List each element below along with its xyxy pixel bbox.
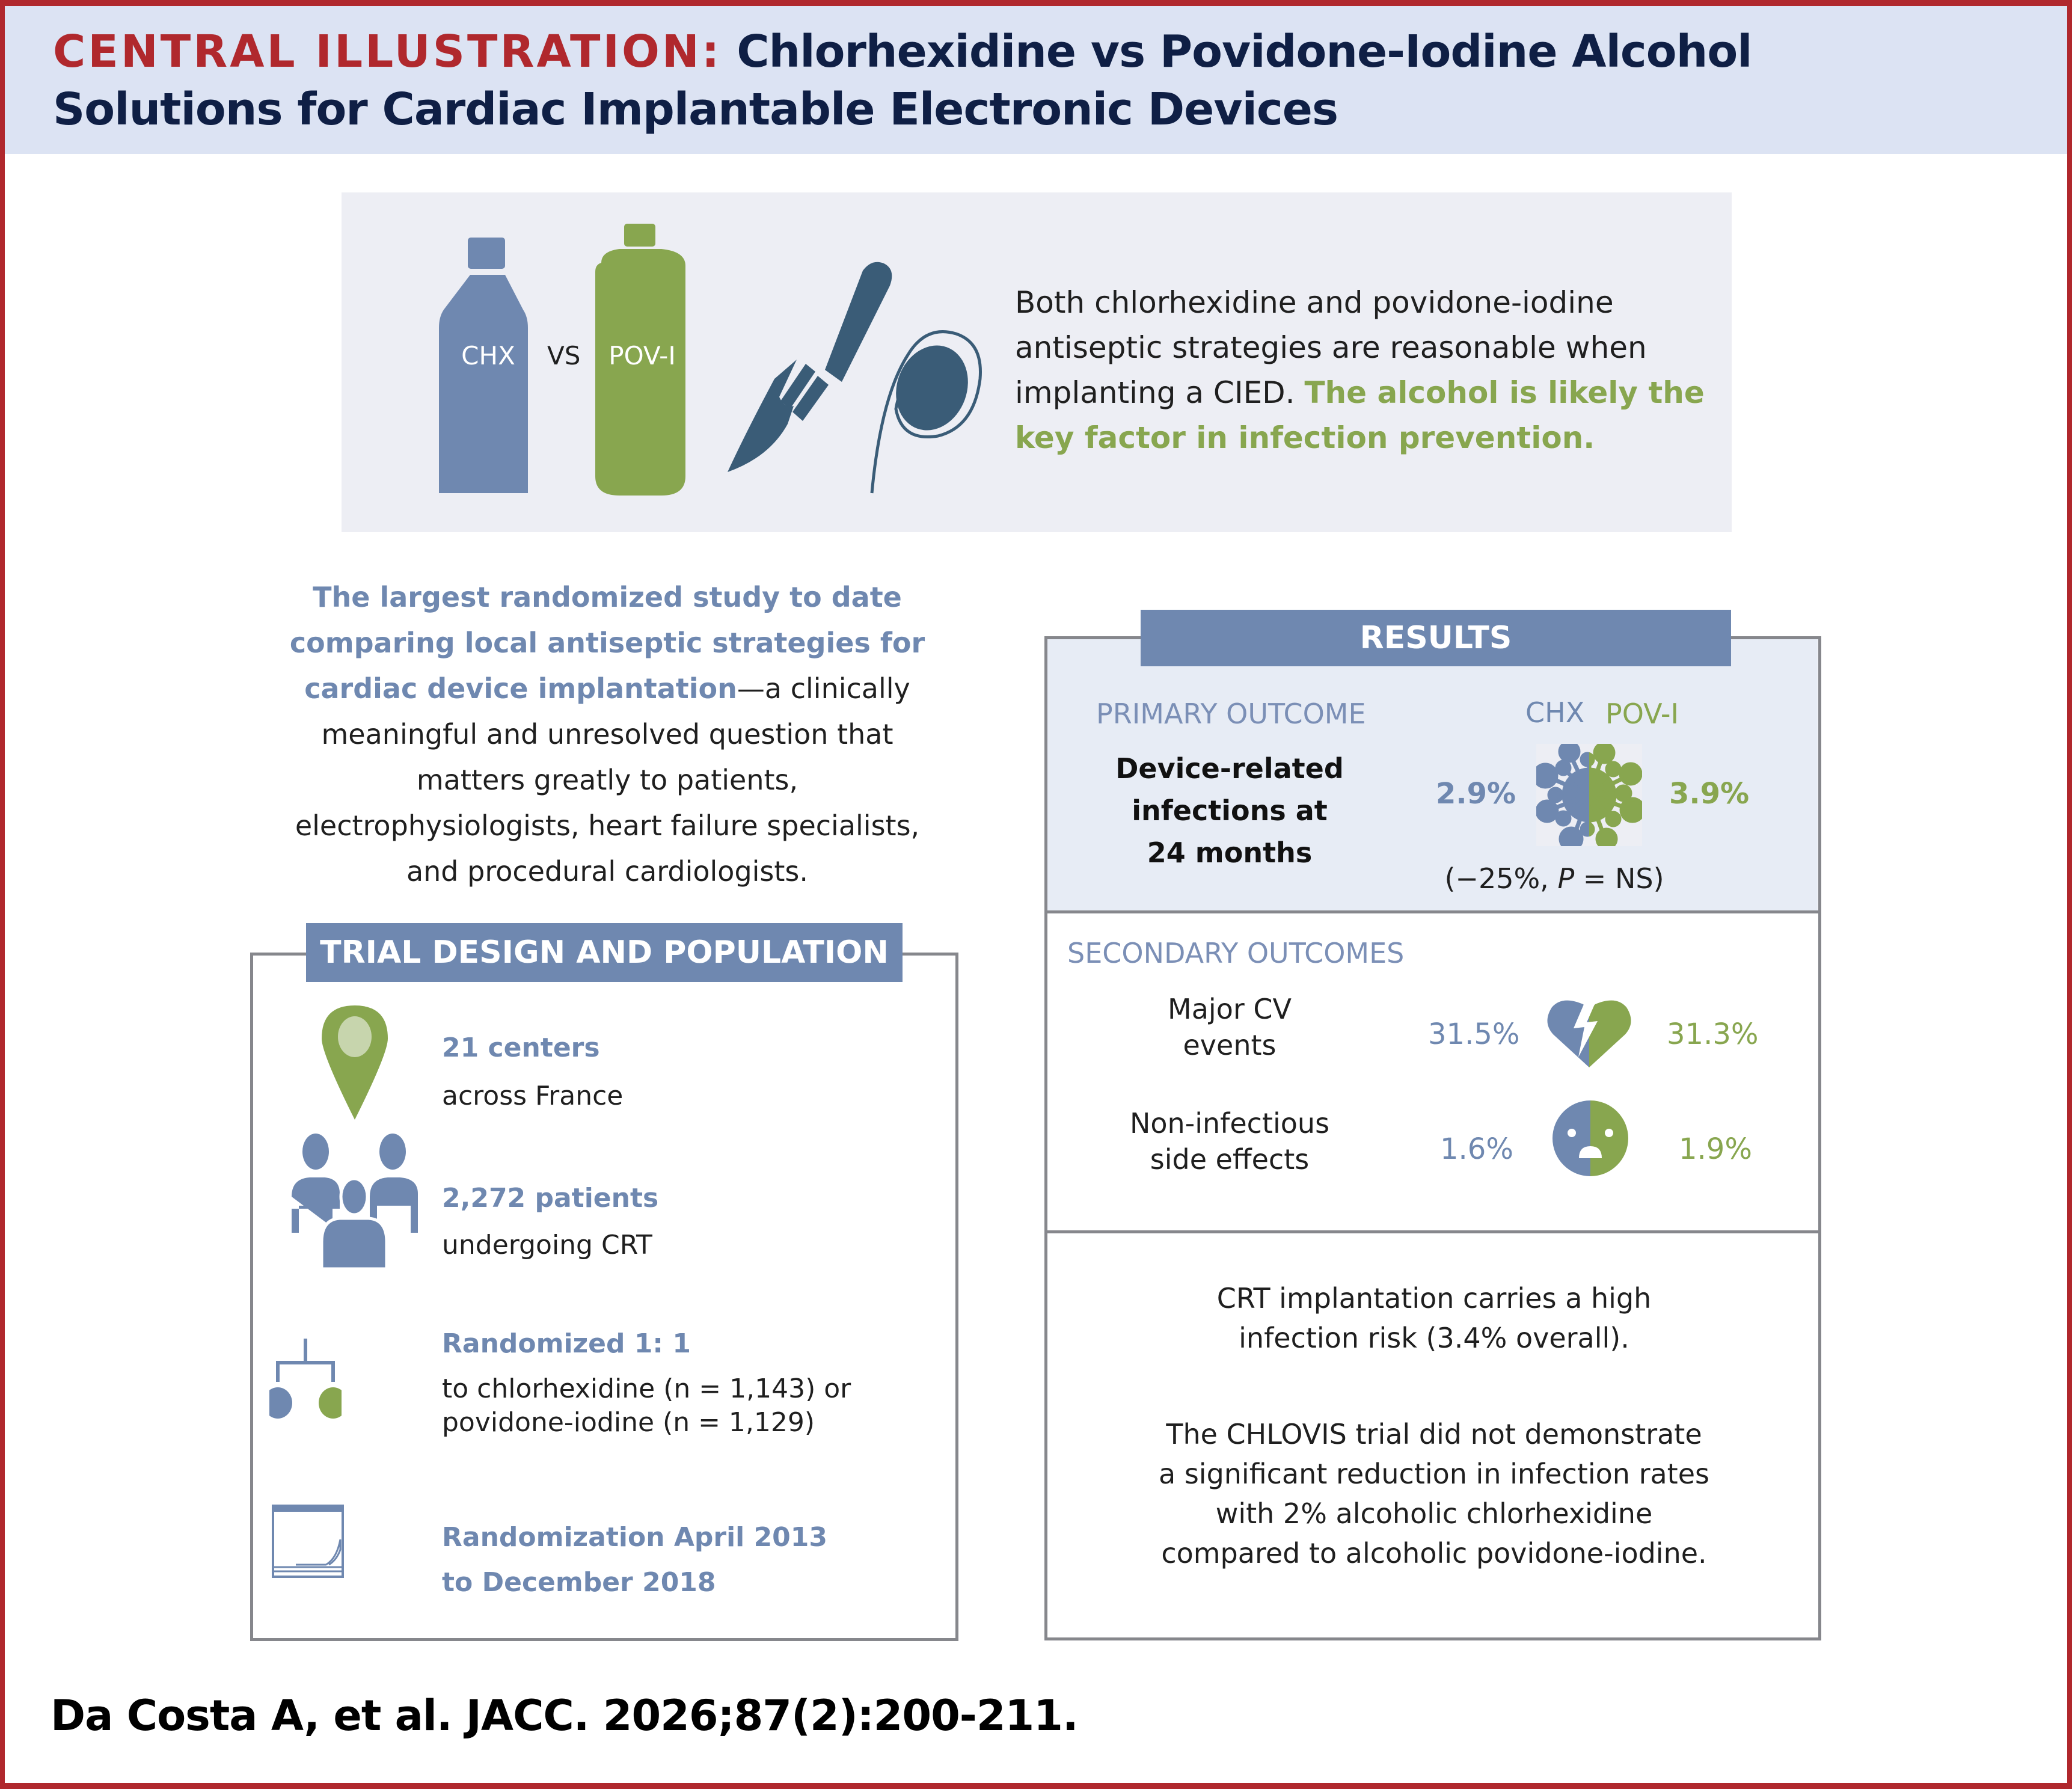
intro-plain: —a clinically meaningful and unresolved question that matters greatly to patients, electrophysiologists, heart failure specialists, and procedural cardiologists. <box>295 672 920 888</box>
primary-chx-value: 2.9% <box>1436 777 1516 811</box>
intro-text <box>283 574 932 894</box>
conclusion-p2-line4: compared to alcoholic povidone-iodine. <box>1161 1537 1707 1570</box>
bottle-chx-label: CHX <box>461 341 515 370</box>
conclusion-p2-line1: The CHLOVIS trial did not demonstrate <box>1166 1418 1702 1450</box>
trial-item-randomized-line1: to chlorhexidine (n = 1,143) or <box>442 1373 851 1404</box>
secondary-se-line2: side effects <box>1150 1143 1310 1176</box>
pacemaker-device-icon <box>860 325 986 499</box>
trial-item-dates-line2: to December 2018 <box>442 1567 716 1598</box>
top-summary-highlight: The alcohol is likely the key factor in infection prevention. <box>1015 375 1705 455</box>
conclusion-p1-line2: infection risk (3.4% overall). <box>1239 1322 1629 1354</box>
conclusion-paragraph-1 <box>1070 1278 1798 1358</box>
top-summary-text <box>1015 280 1712 461</box>
trial-item-randomized-bold: Randomized 1: 1 <box>442 1328 691 1359</box>
secondary-se-chx: 1.6% <box>1440 1132 1513 1166</box>
secondary-cv-line2: events <box>1183 1029 1277 1061</box>
primary-outcome-line3: 24 months <box>1147 836 1313 869</box>
conclusion-paragraph-2 <box>1070 1414 1798 1573</box>
primary-stat-prefix: (−25%, <box>1444 862 1558 895</box>
title-line-1: Chlorhexidine vs Povidone-Iodine Alcohol <box>722 26 1752 78</box>
broken-heart-icon <box>1547 998 1631 1067</box>
primary-outcome-line1: Device-related <box>1115 752 1344 785</box>
primary-stat <box>1416 859 1693 898</box>
primary-col-pov: POV-I <box>1605 698 1679 730</box>
secondary-outcomes-label: SECONDARY OUTCOMES <box>1067 937 1405 969</box>
citation: Da Costa A, et al. JACC. 2026;87(2):200-211. <box>51 1691 1078 1740</box>
trial-item-randomized-line2: povidone-iodine (n = 1,129) <box>442 1407 815 1438</box>
trial-item-patients-bold: 2,272 patients <box>442 1183 659 1214</box>
primary-outcome-label: PRIMARY OUTCOME <box>1096 698 1366 730</box>
results-title: RESULTS <box>1141 610 1731 666</box>
trial-item-centers-bold: 21 centers <box>442 1033 600 1063</box>
primary-col-chx: CHX <box>1525 696 1585 729</box>
secondary-row-cv-label <box>1076 991 1383 1063</box>
secondary-cv-chx: 31.5% <box>1428 1017 1520 1051</box>
title-line-2: Solutions for Cardiac Implantable Electronic Devices <box>53 84 1338 135</box>
page-title <box>53 23 2037 138</box>
virus-icon <box>1536 744 1642 846</box>
map-pin-icon <box>322 1005 388 1120</box>
trial-design-title: TRIAL DESIGN AND POPULATION <box>306 923 903 982</box>
conclusion-p2-line2: a significant reduction in infection rates <box>1159 1458 1709 1490</box>
randomization-tree-icon <box>269 1339 342 1423</box>
trial-item-dates-line1: Randomization April 2013 <box>442 1522 828 1553</box>
secondary-cv-pov: 31.3% <box>1667 1017 1759 1051</box>
central-illustration-label: CENTRAL ILLUSTRATION: <box>53 26 722 78</box>
secondary-se-pov: 1.9% <box>1679 1132 1752 1166</box>
secondary-row-side-effects-label <box>1076 1105 1383 1177</box>
primary-stat-p: P <box>1557 862 1575 895</box>
conclusion-p2-line3: with 2% alcoholic chlorhexidine <box>1215 1497 1653 1530</box>
conclusion-p1-line1: CRT implantation carries a high <box>1216 1282 1652 1315</box>
patients-group-icon <box>292 1131 418 1269</box>
trial-item-centers-text: across France <box>442 1081 624 1111</box>
primary-outcome-line2: infections at <box>1132 794 1328 827</box>
results-divider-2 <box>1044 1230 1821 1233</box>
top-summary-plain: Both chlorhexidine and povidone-iodine antiseptic strategies are reasonable when implanting a CIED. <box>1015 285 1647 410</box>
results-divider-1 <box>1044 910 1821 913</box>
primary-stat-suffix: = NS) <box>1574 862 1664 895</box>
primary-pov-value: 3.9% <box>1669 777 1750 811</box>
vs-label: VS <box>547 341 581 370</box>
trial-item-patients-text: undergoing CRT <box>442 1230 652 1260</box>
sad-face-icon <box>1552 1100 1628 1176</box>
secondary-cv-line1: Major CV <box>1168 993 1292 1025</box>
secondary-se-line1: Non-infectious <box>1129 1107 1330 1140</box>
calendar-icon <box>272 1505 344 1580</box>
intro-highlight: The largest randomized study to date comparing local antiseptic strategies for cardiac device implantation <box>289 581 925 705</box>
bottle-pov-label: POV-I <box>608 341 676 370</box>
primary-outcome-name <box>1076 747 1383 874</box>
